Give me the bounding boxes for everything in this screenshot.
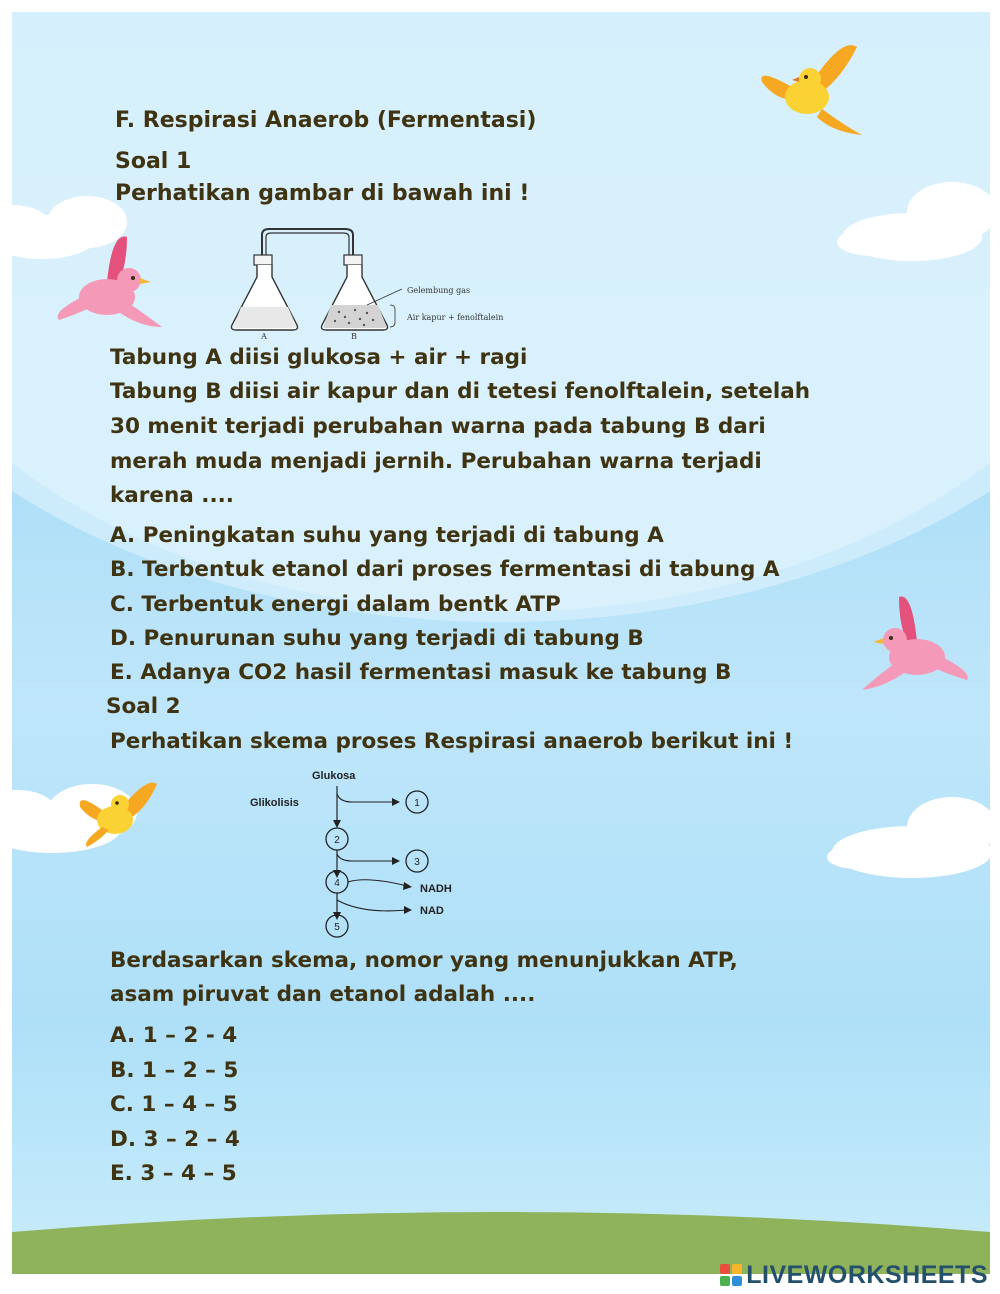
liquid-label: Air kapur + fenolftalein <box>407 313 504 322</box>
schema-n2: 2 <box>334 835 340 846</box>
q1-stem-line: karena .... <box>110 483 234 508</box>
q2-option-c: C. 1 – 4 – 5 <box>110 1092 238 1117</box>
q2-heading: Soal 2 <box>106 694 181 719</box>
flask-a-label: A <box>261 332 267 341</box>
schema-n4: 4 <box>334 878 340 889</box>
q1-flask-figure <box>227 217 527 342</box>
liveworksheets-logo-icon <box>720 1264 742 1286</box>
cloud-right-mid <box>827 797 990 878</box>
schema-n5: 5 <box>334 922 340 933</box>
q1-option-c: C. Terbentuk energi dalam bentk ATP <box>110 592 561 617</box>
schema-glukosa: Glukosa <box>312 770 356 782</box>
q1-option-a: A. Peningkatan suhu yang terjadi di tabung A <box>110 523 664 548</box>
liveworksheets-brand <box>720 1260 988 1290</box>
schema-glikolisis: Glikolisis <box>250 797 299 809</box>
q1-heading: Soal 1 <box>115 149 192 174</box>
q1-option-e: E. Adanya CO2 hasil fermentasi masuk ke tabung B <box>110 660 732 685</box>
bubbles-label: Gelembung gas <box>407 286 471 295</box>
q1-option-b: B. Terbentuk etanol dari proses fermentasi di tabung A <box>110 557 780 582</box>
q2-stem-line: asam piruvat dan etanol adalah .... <box>110 982 536 1007</box>
schema-nadh: NADH <box>420 883 452 895</box>
schema-n1: 1 <box>414 798 420 809</box>
schema-n3: 3 <box>414 857 420 868</box>
brand-text: LIVEWORKSHEETS <box>746 1260 988 1289</box>
q1-stem-line: Tabung A diisi glukosa + air + ragi <box>110 345 528 370</box>
q2-stem-line: Berdasarkan skema, nomor yang menunjukkan ATP, <box>110 948 738 973</box>
schema-nad: NAD <box>420 905 444 917</box>
section-title: F. Respirasi Anaerob (Fermentasi) <box>115 108 537 133</box>
q2-option-a: A. 1 – 2 - 4 <box>110 1023 238 1048</box>
q2-instruction: Perhatikan skema proses Respirasi anaerob berikut ini ! <box>110 729 794 754</box>
q1-stem-line: Tabung B diisi air kapur dan di tetesi fenolftalein, setelah <box>110 379 811 404</box>
q1-stem-line: merah muda menjadi jernih. Perubahan warna terjadi <box>110 449 762 474</box>
worksheet-page <box>12 12 990 1274</box>
q2-option-d: D. 3 – 2 – 4 <box>110 1127 240 1152</box>
q2-option-b: B. 1 – 2 – 5 <box>110 1058 239 1083</box>
q2-option-e: E. 3 – 4 – 5 <box>110 1161 237 1186</box>
q1-instruction: Perhatikan gambar di bawah ini ! <box>115 181 530 206</box>
q1-option-d: D. Penurunan suhu yang terjadi di tabung B <box>110 626 644 651</box>
pink-bird-icon-right <box>862 597 968 690</box>
q1-stem-line: 30 menit terjadi perubahan warna pada tabung B dari <box>110 414 766 439</box>
q2-schema-diagram <box>242 764 482 942</box>
flask-b-label: B <box>351 332 357 341</box>
